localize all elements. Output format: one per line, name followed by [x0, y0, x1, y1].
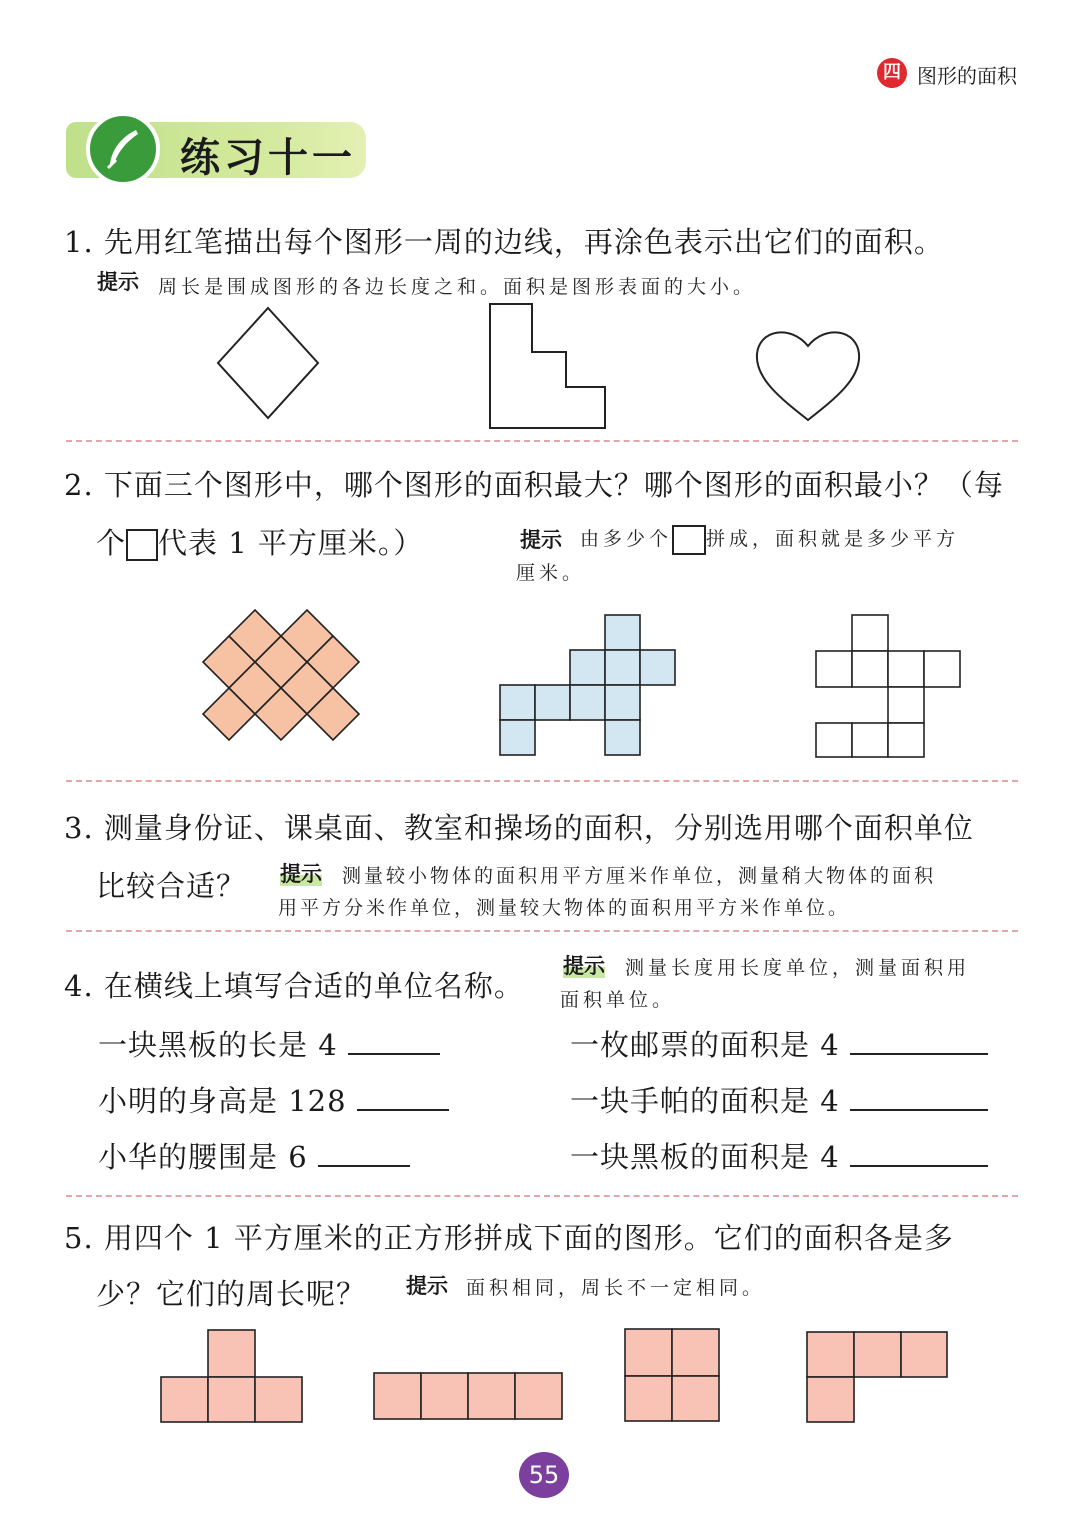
grid-cell: [854, 1332, 901, 1377]
t-shape-figure: [161, 1330, 302, 1422]
divider-4: [66, 1195, 1018, 1197]
q4-hint-label: 提示: [563, 954, 605, 978]
grid-cell: [852, 651, 888, 687]
answer-blank[interactable]: [357, 1083, 449, 1111]
question-4-text: 4. 在横线上填写合适的单位名称。: [64, 969, 524, 1003]
grid-cell: [807, 1332, 854, 1377]
line-shape-figure: [374, 1373, 562, 1419]
q2-hint-a: 由多少个: [580, 528, 673, 550]
grid-cell: [500, 685, 535, 720]
pen-leaf-icon: [86, 112, 160, 186]
answer-blank[interactable]: [850, 1139, 988, 1167]
q1-figures: [210, 300, 890, 434]
q2-figures: [180, 600, 980, 770]
grid-cell: [816, 651, 852, 687]
grid-cell: [605, 615, 640, 650]
question-1-text: 1. 先用红笔描出每个图形一周的边线，再涂色表示出它们的面积。: [64, 225, 944, 259]
grid-cell: [208, 1330, 255, 1377]
fill-item-1: [98, 1023, 440, 1064]
fill-item-text: 一块黑板的面积是 4: [570, 1140, 840, 1174]
staircase-shape: [490, 304, 605, 428]
grid-cell: [888, 687, 924, 723]
blue-grid-figure: [500, 615, 675, 755]
fill-item-2: [98, 1079, 449, 1120]
q4-hint-line2: 面积单位。: [560, 989, 676, 1011]
answer-blank[interactable]: [850, 1083, 988, 1111]
grid-cell: [807, 1377, 854, 1422]
grid-cell: [570, 650, 605, 685]
question-3-line1: 3. 测量身份证、课桌面、教室和操场的面积，分别选用哪个面积单位: [64, 811, 974, 845]
question-5-line2: 少？它们的周长呢？: [96, 1277, 367, 1311]
grid-cell: [816, 723, 852, 757]
fill-item-text: 一块手帕的面积是 4: [570, 1084, 840, 1118]
l-shape-figure: [807, 1332, 947, 1422]
fill-item-3: [98, 1135, 410, 1176]
question-3-line2: 比较合适？: [96, 869, 247, 903]
orange-diamond-figure: [203, 610, 359, 740]
grid-cell: [640, 650, 675, 685]
q1-hint-label: 提示: [97, 270, 139, 294]
question-2-line2: [96, 521, 423, 562]
fill-item-text: 一枚邮票的面积是 4: [570, 1028, 840, 1062]
square-shape-figure: [625, 1329, 719, 1421]
q5-hint-text: 面积相同，周长不一定相同。: [466, 1277, 766, 1299]
grid-cell: [901, 1332, 947, 1377]
q5-hint-label: 提示: [406, 1274, 448, 1298]
q2-hint-line1: [580, 524, 959, 555]
grid-cell: [672, 1376, 719, 1421]
grid-cell: [852, 723, 888, 757]
grid-cell: [888, 723, 924, 757]
grid-cell: [605, 685, 640, 720]
grid-cell: [605, 650, 640, 685]
unit-square-icon: [126, 529, 158, 561]
grid-cell: [161, 1377, 208, 1422]
diamond-shape: [218, 308, 318, 418]
section-title: 练习十一: [180, 135, 356, 181]
question-5-line1: 5. 用四个 1 平方厘米的正方形拼成下面的图形。它们的面积各是多: [64, 1221, 954, 1255]
q3-hint-line2: 用平方分米作单位，测量较大物体的面积用平方米作单位。: [278, 897, 851, 919]
grid-cell: [672, 1329, 719, 1376]
grid-cell: [515, 1373, 562, 1419]
fill-item-text: 小明的身高是 128: [98, 1084, 347, 1118]
grid-cell: [374, 1373, 421, 1419]
q2-hint-b: 拼成，面积就是多少平方: [706, 528, 960, 550]
fill-item-5: [570, 1079, 988, 1120]
page-number: 55: [519, 1452, 569, 1498]
grid-cell: [888, 651, 924, 687]
divider-1: [66, 440, 1018, 442]
q4-hint-line1: 测量长度用长度单位，测量面积用: [625, 957, 971, 979]
chapter-title: 图形的面积: [917, 64, 1017, 88]
grid-cell: [625, 1376, 672, 1421]
grid-cell: [421, 1373, 468, 1419]
grid-cell: [535, 685, 570, 720]
fill-item-text: 一块黑板的长是 4: [98, 1028, 338, 1062]
grid-cell: [468, 1373, 515, 1419]
q3-hint-line1: 测量较小物体的面积用平方厘米作单位，测量稍大物体的面积: [342, 865, 937, 887]
divider-3: [66, 930, 1018, 932]
white-grid-figure: [816, 615, 960, 757]
grid-cell: [570, 685, 605, 720]
heart-shape: [757, 332, 859, 420]
grid-cell: [852, 615, 888, 651]
grid-cell: [924, 651, 960, 687]
grid-cell: [625, 1329, 672, 1376]
q2-line2-a: 个: [96, 526, 127, 560]
q2-hint-label: 提示: [520, 528, 562, 552]
fill-item-text: 小华的腰围是 6: [98, 1140, 308, 1174]
grid-cell: [208, 1377, 255, 1422]
chapter-badge: 四: [877, 58, 907, 88]
answer-blank[interactable]: [850, 1027, 988, 1055]
answer-blank[interactable]: [318, 1139, 410, 1167]
q3-hint-label: 提示: [280, 862, 322, 886]
unit-square-icon: [672, 525, 706, 555]
answer-blank[interactable]: [348, 1027, 440, 1055]
grid-cell: [255, 1377, 302, 1422]
divider-2: [66, 780, 1018, 782]
q1-hint-text: 周长是围成图形的各边长度之和。面积是图形表面的大小。: [158, 276, 757, 298]
fill-item-4: [570, 1023, 988, 1064]
q5-figures: [150, 1320, 970, 1430]
q2-hint-line2: 厘米。: [516, 562, 586, 584]
question-2-line1: 2. 下面三个图形中，哪个图形的面积最大？哪个图形的面积最小？（每: [64, 468, 1004, 502]
q2-line2-b: 代表 1 平方厘米。）: [158, 526, 424, 560]
fill-item-6: [570, 1135, 988, 1176]
grid-cell: [605, 720, 640, 755]
grid-cell: [500, 720, 535, 755]
